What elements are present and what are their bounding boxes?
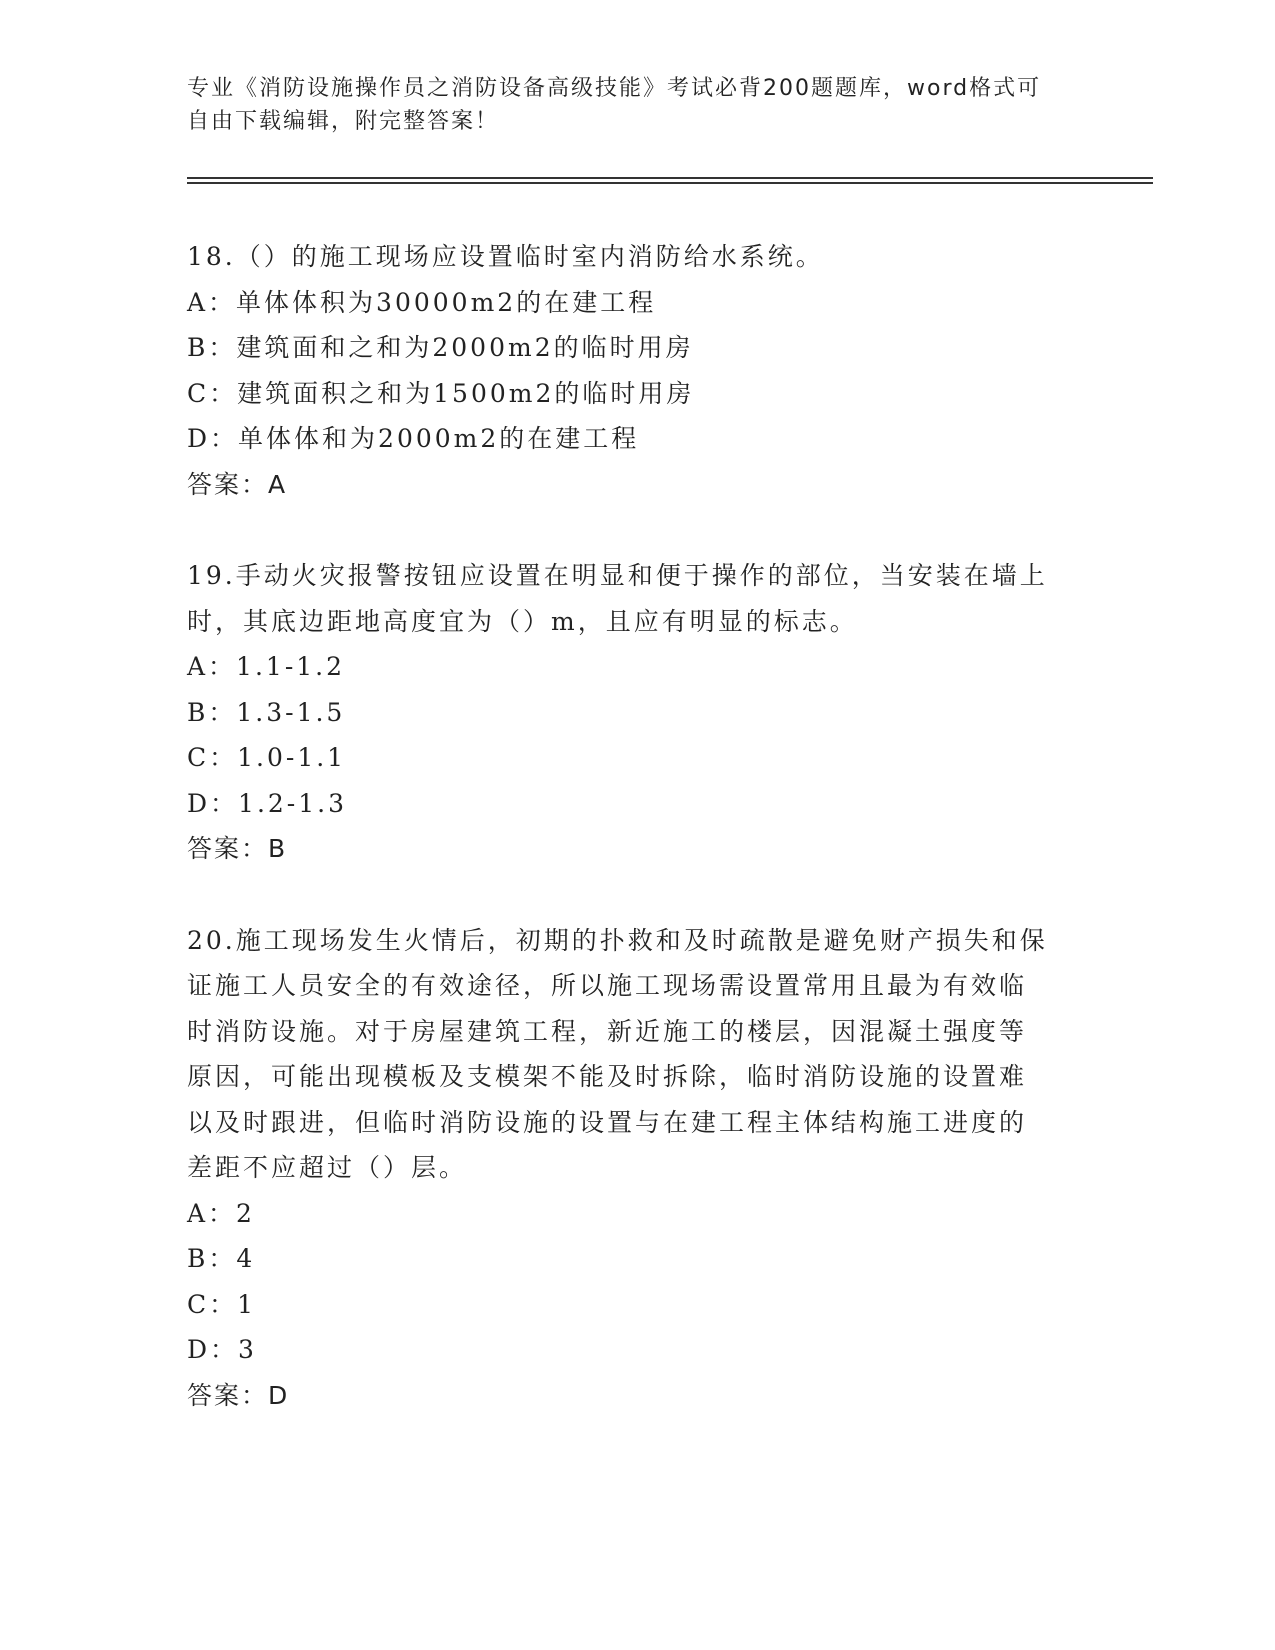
stem-line: 18.（）的施工现场应设置临时室内消防给水系统。 <box>187 242 824 271</box>
answer: 答案：A <box>187 469 288 499</box>
question-stem <box>187 234 1087 280</box>
option-c: C：1.0-1.1 <box>187 743 347 772</box>
stem-line: 时消防设施。对于房屋建筑工程，新近施工的楼层，因混凝土强度等 <box>187 1016 1028 1046</box>
question-stem <box>187 918 1087 1191</box>
stem-line: 19.手动火灾报警按钮应设置在明显和便于操作的部位，当安装在墙上 <box>187 561 1048 590</box>
option-b: B：建筑面和之和为2000m2的临时用房 <box>187 333 694 362</box>
header-line-2: 自由下载编辑，附完整答案！ <box>187 109 500 134</box>
stem-line: 时，其底边距地高度宜为（）m，且应有明显的标志。 <box>187 606 858 636</box>
option-a: A：1.1-1.2 <box>187 652 346 681</box>
header-divider-top <box>187 177 1153 179</box>
option-d: D：单体体和为2000m2的在建工程 <box>187 424 640 453</box>
question-20 <box>187 918 1087 1419</box>
option-d: D：1.2-1.3 <box>187 788 348 818</box>
document-header <box>187 72 1087 138</box>
option-b: B：4 <box>187 1244 256 1273</box>
stem-line: 差距不应超过（）层。 <box>187 1153 468 1182</box>
stem-line: 20.施工现场发生火情后，初期的扑救和及时疏散是避免财产损失和保 <box>187 925 1048 955</box>
stem-line: 证施工人员安全的有效途径，所以施工现场需设置常用且最为有效临 <box>187 971 1028 1000</box>
answer: 答案：B <box>187 834 288 863</box>
answer: 答案：D <box>187 1380 290 1410</box>
question-19 <box>187 553 1087 872</box>
option-c: C：建筑面积之和为1500m2的临时用房 <box>187 378 695 408</box>
option-d: D：3 <box>187 1335 257 1364</box>
stem-line: 原因，可能出现模板及支模架不能及时拆除，临时消防设施的设置难 <box>187 1062 1028 1091</box>
option-c: C：1 <box>187 1289 257 1319</box>
question-18 <box>187 234 1087 507</box>
header-line-1: 专业《消防设施操作员之消防设备高级技能》考试必背200题题库，word格式可 <box>187 76 1042 101</box>
option-a: A：单体体积为30000m2的在建工程 <box>187 287 657 317</box>
stem-line: 以及时跟进，但临时消防设施的设置与在建工程主体结构施工进度的 <box>187 1107 1028 1137</box>
option-a: A：2 <box>187 1198 255 1228</box>
question-stem <box>187 553 1087 644</box>
header-divider-bottom <box>187 182 1153 184</box>
question-list <box>187 234 1087 1464</box>
option-b: B：1.3-1.5 <box>187 697 346 727</box>
